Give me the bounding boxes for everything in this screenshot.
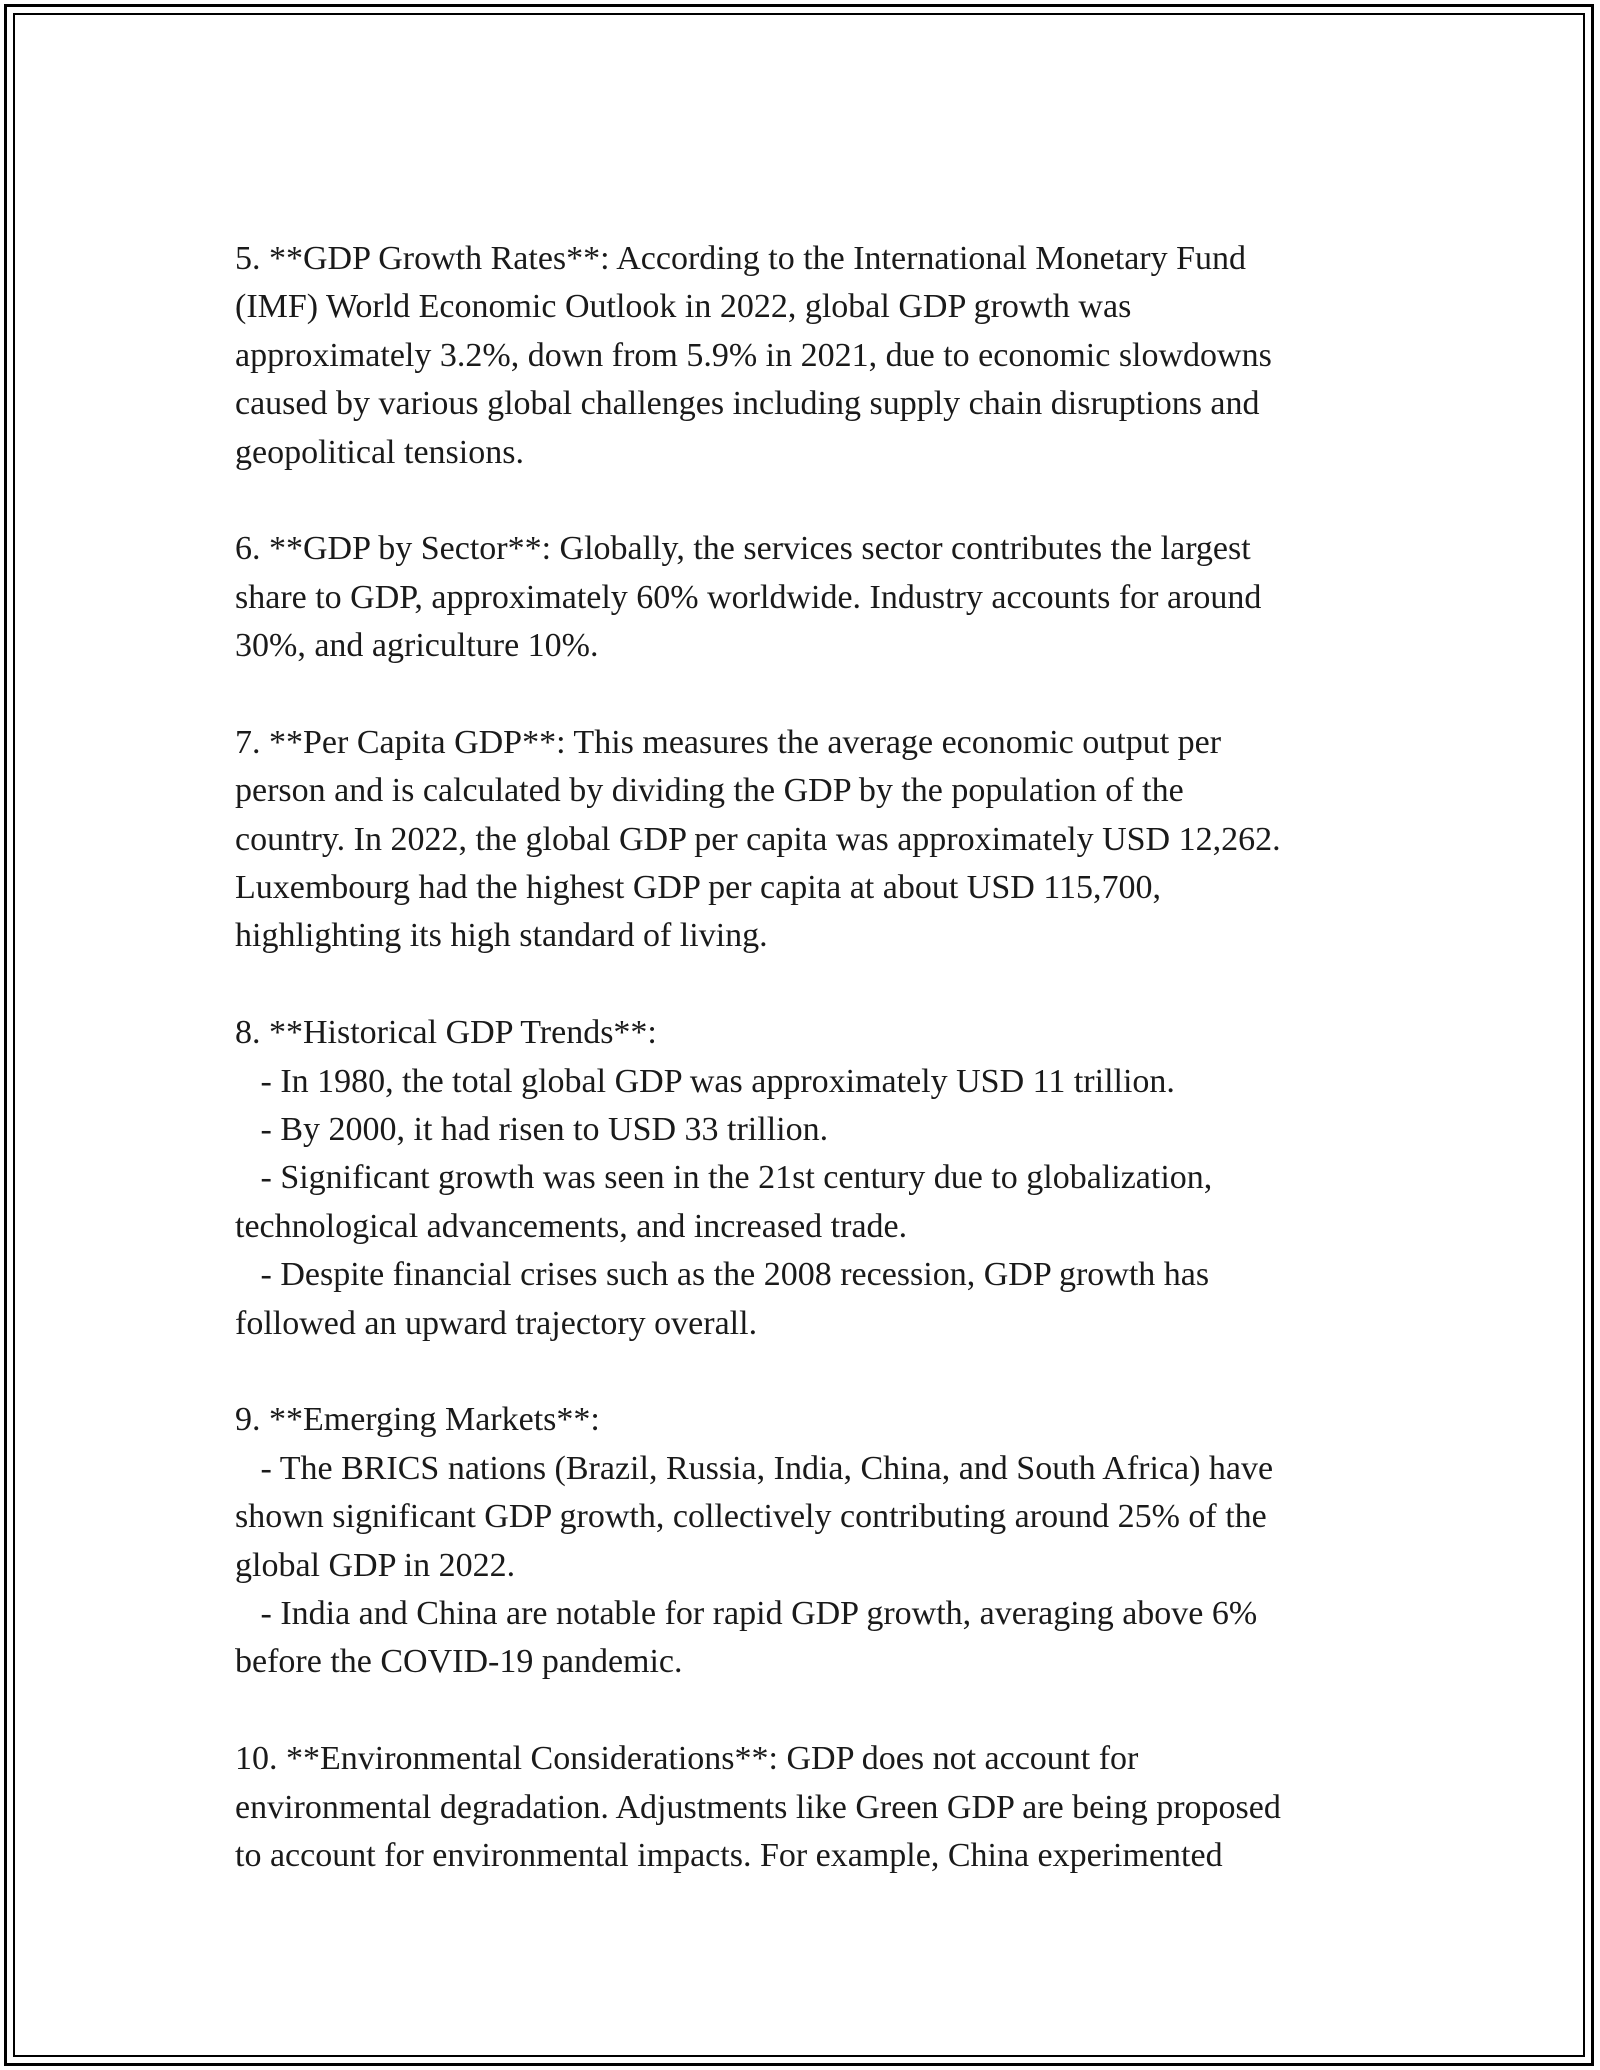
- text-line: to account for environmental impacts. For example, China experimented: [235, 1836, 1223, 1874]
- text-line: - Despite financial crises such as the 2008 recession, GDP growth has: [235, 1256, 1210, 1294]
- text-line: - In 1980, the total global GDP was approximately USD 11 trillion.: [235, 1062, 1175, 1100]
- paragraph-gap: [235, 1687, 1395, 1735]
- section-gdp-growth-rates: [235, 235, 1395, 477]
- section-emerging-markets: [235, 1396, 1395, 1686]
- text-line: 6. **GDP by Sector**: Globally, the services sector contributes the largest: [235, 530, 1251, 568]
- text-line: followed an upward trajectory overall.: [235, 1304, 758, 1342]
- text-line: - Significant growth was seen in the 21st century due to globalization,: [235, 1159, 1213, 1197]
- text-line: share to GDP, approximately 60% worldwide. Industry accounts for around: [235, 578, 1262, 616]
- text-line: - India and China are notable for rapid GDP growth, averaging above 6%: [235, 1594, 1258, 1632]
- text-line: 9. **Emerging Markets**:: [235, 1401, 600, 1439]
- text-line: 8. **Historical GDP Trends**:: [235, 1014, 657, 1052]
- paragraph-gap: [235, 961, 1395, 1009]
- text-line: technological advancements, and increased trade.: [235, 1207, 908, 1245]
- text-line: - The BRICS nations (Brazil, Russia, India, China, and South Africa) have: [235, 1449, 1274, 1487]
- text-line: shown significant GDP growth, collectively contributing around 25% of the: [235, 1498, 1267, 1536]
- text-line: geopolitical tensions.: [235, 433, 524, 471]
- text-line: 30%, and agriculture 10%.: [235, 627, 599, 665]
- paragraph-gap: [235, 671, 1395, 719]
- paragraph-gap: [235, 1348, 1395, 1396]
- text-line: (IMF) World Economic Outlook in 2022, global GDP growth was: [235, 288, 1132, 326]
- document-body: [235, 235, 1395, 1880]
- text-line: 10. **Environmental Considerations**: GDP does not account for: [235, 1740, 1139, 1778]
- section-per-capita-gdp: [235, 719, 1395, 961]
- text-line: - By 2000, it had risen to USD 33 trillion.: [235, 1111, 829, 1149]
- paragraph-gap: [235, 477, 1395, 525]
- text-line: highlighting its high standard of living.: [235, 917, 768, 955]
- section-environmental-considerations: [235, 1735, 1395, 1880]
- text-line: country. In 2022, the global GDP per capita was approximately USD 12,262.: [235, 820, 1281, 858]
- section-gdp-by-sector: [235, 525, 1395, 670]
- text-line: Luxembourg had the highest GDP per capita at about USD 115,700,: [235, 869, 1162, 907]
- text-line: caused by various global challenges including supply chain disruptions and: [235, 385, 1260, 423]
- text-line: 7. **Per Capita GDP**: This measures the average economic output per: [235, 723, 1222, 761]
- text-line: before the COVID-19 pandemic.: [235, 1643, 683, 1681]
- text-line: approximately 3.2%, down from 5.9% in 2021, due to economic slowdowns: [235, 336, 1272, 374]
- text-line: environmental degradation. Adjustments like Green GDP are being proposed: [235, 1788, 1281, 1826]
- section-historical-gdp-trends: [235, 1009, 1395, 1348]
- text-line: 5. **GDP Growth Rates**: According to the International Monetary Fund: [235, 240, 1247, 277]
- text-line: person and is calculated by dividing the GDP by the population of the: [235, 772, 1184, 810]
- text-line: global GDP in 2022.: [235, 1546, 516, 1584]
